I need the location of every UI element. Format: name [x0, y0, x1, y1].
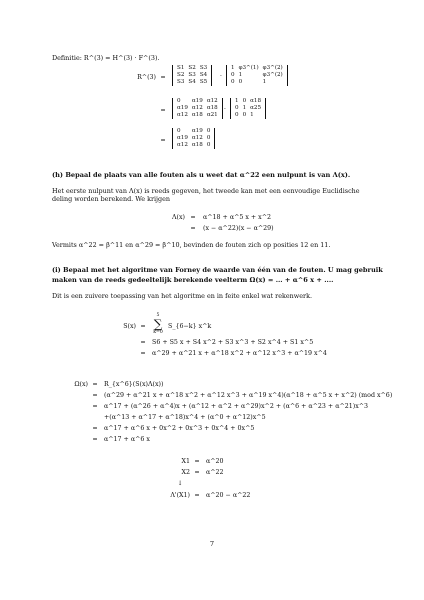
matrix-cell: α19 — [177, 105, 188, 111]
matrix-cell: 0 — [238, 79, 243, 85]
matrix-row — [175, 65, 209, 72]
matrix-cell: α19 — [191, 128, 203, 134]
omega-eq: = — [92, 381, 98, 388]
sigma-icon: ∑ — [153, 317, 163, 331]
matrix-cell: 0 — [242, 112, 247, 118]
omega-line: (α^29 + α^21 x + α^18 x^2 + α^12 x^3 + α^19 x^4)(α^18 + α^5 x + x^2) (mod x^6) — [104, 392, 393, 399]
sx-eq-2: = — [140, 339, 146, 346]
omega-line: α^17 + (α^26 + α^4)x + (α^12 + α^2 + α^29)x^2 + (α^6 + α^23 + α^21)x^3 — [104, 403, 369, 410]
matrix-row — [175, 128, 212, 135]
matrix-cell: S4 — [188, 79, 196, 85]
lambda-prime-eq: = — [194, 492, 200, 499]
x1-lhs: X1 — [181, 458, 190, 465]
sx-lhs: S(x) — [123, 323, 136, 330]
matrix-cell: 0 — [235, 112, 239, 118]
mult-dot-2: · — [224, 106, 226, 113]
lambda-eq-2: = — [190, 225, 196, 232]
lambda-prime-lhs: Λ'(X1) — [170, 492, 190, 499]
matrix-lhs: R^(3) — [137, 74, 156, 81]
matrix-cell: α12 — [191, 135, 203, 141]
omega-line: R_{x^6}(S(x)Λ(x)) — [104, 381, 164, 388]
sum-top: 5 — [156, 313, 160, 318]
omega-lhs: Ω(x) — [74, 381, 88, 388]
matrix-row — [175, 79, 209, 86]
x1-eq: = — [194, 458, 200, 465]
definition-line — [52, 54, 160, 62]
matrix-row — [175, 135, 212, 142]
matrix-eq-2: = — [160, 107, 166, 114]
matrix-cell: φ3^(1) — [238, 65, 259, 71]
omega-eq: = — [92, 403, 98, 410]
matrix-cell: S3 — [199, 65, 208, 71]
section-h-para: Het eerste nulpunt van Λ(x) is reeds gegeven, het tweede kan met een eenvoudige Euclidische deling worden berekend. We krijgen — [52, 187, 360, 203]
matrix-cell: α18 — [206, 105, 218, 111]
matrix-cell: 1 — [242, 105, 247, 111]
matrix-cell: 0 — [231, 72, 235, 78]
matrix-cell: 1 — [231, 65, 235, 71]
matrix-cell: 0 — [206, 135, 211, 141]
section-i-heading-2: maken van de reeds gedeeltelijk berekende veelterm Ω(x) = ... + α^6 x + .... — [52, 276, 334, 284]
matrix-cell: α19 — [191, 98, 203, 104]
matrix-cell: α21 — [206, 112, 218, 118]
omega-line: +(α^13 + α^17 + α^18)x^4 + (α^0 + α^12)x^5 — [104, 414, 266, 421]
sx-line-2: S6 + S5 x + S4 x^2 + S3 x^3 + S2 x^4 + S1 x^5 — [152, 339, 314, 346]
matrix-cell: S4 — [199, 72, 208, 78]
matrix-row — [175, 105, 220, 112]
matrix-row — [175, 142, 212, 149]
matrix-row — [233, 105, 263, 112]
section-i-heading-1: (i) Bepaal met het algoritme van Forney de waarde van één van de fouten. U mag gebruik — [52, 266, 383, 274]
matrix-row — [175, 98, 220, 105]
section-i-para: Dit is een zuivere toepassing van het algoritme en in feite enkel wat rekenwerk. — [52, 292, 312, 300]
section-h-heading: (h) Bepaal de plaats van alle fouten als u weet dat α^22 een nulpunt is van Λ(x). — [52, 171, 351, 179]
matrix-row — [175, 112, 220, 119]
matrix-row — [233, 112, 263, 119]
matrix-cell: α19 — [177, 135, 188, 141]
matrix-cell: 0 — [235, 105, 239, 111]
matrix-cell: 0 — [231, 79, 235, 85]
sx-sum-body: S_{6−k} x^k — [168, 323, 212, 330]
matrix-row — [229, 72, 285, 79]
omega-line: α^17 + α^6 x — [104, 436, 150, 443]
matrix-cell: α18 — [191, 112, 203, 118]
matrix-cell: φ3^(2) — [262, 72, 283, 78]
lambda-rhs-2: (x − α^22)(x − α^29) — [203, 225, 274, 232]
matrix-row — [233, 98, 263, 105]
omega-eq: = — [92, 425, 98, 432]
matrix-cell: 1 — [235, 98, 239, 104]
lambda-eq-1: = — [190, 214, 196, 221]
matrix-cell: S2 — [177, 72, 185, 78]
matrix-cell: α12 — [191, 105, 203, 111]
x2-eq: = — [194, 469, 200, 476]
sx-eq-1: = — [140, 323, 146, 330]
matrix-cell: 0 — [206, 128, 211, 134]
matrix-cell: 1 — [238, 72, 243, 78]
matrix-row — [175, 72, 209, 79]
omega-line: α^17 + α^6 x + 0x^2 + 0x^3 + 0x^4 + 0x^5 — [104, 425, 255, 432]
omega-eq: = — [92, 436, 98, 443]
matrix-cell: 0 — [177, 98, 181, 104]
f-matrix-2 — [230, 98, 266, 119]
sx-line-3: α^29 + α^21 x + α^18 x^2 + α^12 x^3 + α^19 x^4 — [152, 350, 327, 357]
sum-operator — [150, 313, 166, 335]
x2-rhs: α^22 — [206, 469, 224, 476]
matrix-cell: S3 — [177, 79, 185, 85]
matrix-cell: S2 — [188, 65, 196, 71]
definition-text: Definitie: R^(3) = H^(3) · F^(3). — [52, 54, 160, 62]
f-matrix — [226, 65, 288, 86]
s-matrix — [172, 65, 212, 86]
matrix-cell: α12 — [177, 142, 188, 148]
x2-lhs: X2 — [181, 469, 190, 476]
matrix-row — [229, 65, 285, 72]
lambda-rhs-1: α^18 + α^5 x + x^2 — [203, 214, 272, 221]
matrix-cell: 0 — [177, 128, 181, 134]
matrix-cell: S1 — [177, 65, 185, 71]
matrix-cell: 1 — [250, 112, 254, 118]
matrix-eq: = — [160, 74, 166, 81]
matrix-cell: S3 — [188, 72, 196, 78]
matrix-cell: α25 — [250, 105, 262, 111]
sum-bottom: k=0 — [153, 330, 163, 335]
lambda-prime-rhs: α^20 − α^22 — [206, 492, 251, 499]
matrix-cell: S5 — [199, 79, 208, 85]
matrix-eq-3: = — [160, 137, 166, 144]
result-matrix — [172, 128, 215, 149]
matrix-cell: φ3^(2) — [262, 65, 283, 71]
matrix-cell: 1 — [262, 79, 267, 85]
matrix-cell: 0 — [242, 98, 247, 104]
omega-eq: = — [92, 392, 98, 399]
matrix-cell: α18 — [250, 98, 262, 104]
matrix-cell: α12 — [206, 98, 218, 104]
matrix-row — [229, 79, 285, 86]
mult-dot-1: · — [220, 73, 222, 80]
section-h-conclusion: Vermits α^22 = β^11 en α^29 = β^10, bevinden de fouten zich op posities 12 en 11. — [52, 241, 331, 249]
x1-rhs: α^20 — [206, 458, 224, 465]
lambda-lhs: Λ(x) — [171, 214, 185, 221]
down-arrow-icon: ↓ — [177, 480, 183, 487]
matrix-cell: α18 — [191, 142, 203, 148]
matrix-cell: 0 — [206, 142, 211, 148]
page-number: 7 — [209, 540, 215, 548]
sx-eq-3: = — [140, 350, 146, 357]
alpha-matrix — [172, 98, 223, 119]
matrix-cell: α12 — [177, 112, 188, 118]
